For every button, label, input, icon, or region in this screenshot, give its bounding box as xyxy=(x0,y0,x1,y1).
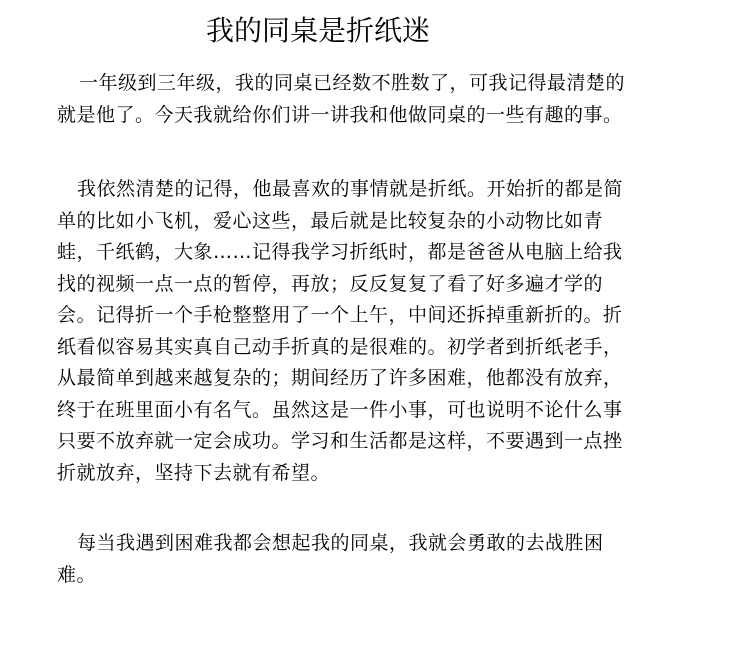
document-title: 我的同桌是折纸迷 xyxy=(205,14,430,47)
paragraph-conclusion: 每当我遇到困难我都会想起我的同桌，我就会勇敢的去战胜困难。 xyxy=(57,532,604,586)
paragraph-intro: 一年级到三年级，我的同桌已经数不胜数了，可我记得最清楚的就是他了。今天我就给你们讲一讲我和他做同桌的一些有趣的事。 xyxy=(57,72,626,126)
paragraph-body: 我依然清楚的记得，他最喜欢的事情就是折纸。开始折的都是简单的比如小飞机，爱心这些，最后就是比较复杂的小动物比如青蛙，千纸鹤，大象……记得我学习折纸时，都是爸爸从电脑上给我找的视频一点一点的暂停，再放；反反复复了看了好多遍才学的会。记得折一个手枪整整用了一个上午，中间还拆掉重新折的。折纸看似容易其实真自己动手折真的是很难的。初学者到折纸老手，从最简单到越来越复杂的；期间经历了许多困难，他都没有放弃，终于在班里面小有名气。虽然这是一件小事，可也说明不论什么事只要不放弃就一定会成功。学习和生活都是这样，不要遇到一点挫折就放弃，坚持下去就有希望。 xyxy=(57,178,624,484)
